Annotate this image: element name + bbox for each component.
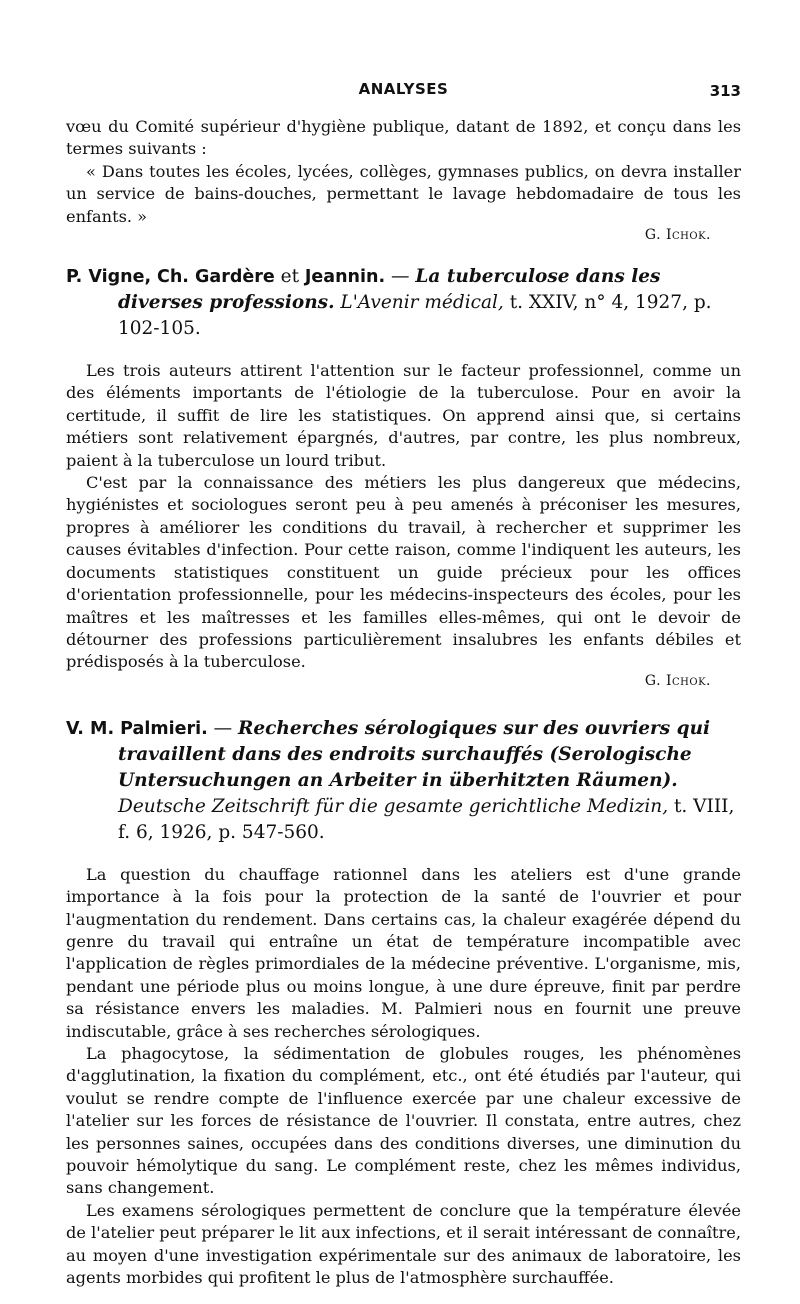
author-connector: et	[280, 266, 300, 288]
author: V. M. Palmieri.	[66, 718, 208, 739]
page-number: 313	[709, 82, 741, 100]
journal-name: Deutsche Zeitschrift für die gesamte gerichtliche Medizin,	[118, 795, 669, 817]
paragraph: Les trois auteurs attirent l'attention sur le facteur professionnel, comme un des éléments importants de l'étiologie de la tuberculose. Pour en avoir la certitude, il suffit de lire les statistiques. On apprend ainsi que, si certains métiers sont relativement épargnés, d'autres, par contre, les plus nombreux, paient à la tuberculose un lourd tribut.	[66, 361, 741, 470]
reviewer-signature: G. Ichok.	[644, 672, 711, 689]
journal-name: L'Avenir médical,	[340, 292, 504, 314]
quoted-paragraph: « Dans toutes les écoles, lycées, collèges, gymnases publics, on devra installer un service de bains-douches, permettant le lavage hebdomadaire de tous les enfants. »	[66, 161, 741, 226]
article-title: Recherches sérologiques sur des ouvriers qui travaillent dans des endroits surchauffés (Serologische Untersuchungen an Arbeiter in überhitzten Räumen).	[118, 717, 711, 791]
paragraph: C'est par la connaissance des métiers les plus dangereux que médecins, hygiénistes et sociologues seront peu à peu amenés à préconiser les mesures, propres à améliorer les conditions du travail, à rechercher et supprimer les causes évitables d'infection. Pour cette raison, comme l'indiquent les auteurs, les documents statistiques constituent un guide précieux pour les offices d'orientation professionnelle, pour les médecins-inspecteurs des écoles, pour les maîtres et les maîtresses et les familles elles-mêmes, qui ont le devoir de détourner des professions particulièrement insalubres les enfants débiles et prédisposés à la tuberculose.	[66, 473, 741, 672]
author: Ch. Gardère	[156, 267, 275, 288]
review-entry	[66, 264, 741, 690]
author: P. Vigne,	[66, 267, 152, 288]
page	[66, 78, 741, 1289]
citation-reference: t. XXIV, n° 4, 1927, p. 102-105.	[118, 292, 712, 340]
intro-fragment	[66, 116, 741, 244]
separator: —	[213, 717, 233, 739]
citation-reference: t. VIII, f. 6, 1926, p. 547-560.	[118, 795, 735, 843]
entry-heading	[66, 264, 741, 342]
running-head-title: ANALYSES	[358, 80, 449, 98]
paragraph: vœu du Comité supérieur d'hygiène publique, datant de 1892, et conçu dans les termes suivants :	[66, 117, 741, 159]
paragraph: La question du chauffage rationnel dans les ateliers est d'une grande importance à la fois pour la protection de la santé de l'ouvrier et pour l'augmentation du rendement. Dans certains cas, la chaleur exagérée dépend du genre du travail qui entraîne un état de température incompatible avec l'application de règles primordiales de la médecine préventive. L'organisme, mis, pendant une période plus ou moins longue, à une dure épreuve, finit par perdre sa résistance envers les maladies. M. Palmieri nous en fournit une preuve indiscutable, grâce à ses recherches sérologiques.	[66, 864, 741, 1041]
entry-heading	[66, 716, 741, 846]
paragraph: Les examens sérologiques permettent de conclure que la température élevée de l'atelier peut préparer le lit aux infections, et il serait intéressant de connaître, au moyen d'une investigation expérimentale sur des animaux de laboratoire, les agents morbides qui profitent le plus de l'atmosphère surchauffée.	[66, 1200, 741, 1288]
separator: —	[391, 266, 410, 288]
running-head	[66, 78, 741, 104]
article-title: La tuberculose dans les diverses professions.	[118, 266, 661, 314]
reviewer-signature: G. Ichok.	[644, 227, 711, 244]
author: Jeannin.	[304, 267, 386, 288]
review-entry	[66, 716, 741, 1290]
paragraph: La phagocytose, la sédimentation de globules rouges, les phénomènes d'agglutination, la fixation du complément, etc., ont été étudiés par l'auteur, qui voulut se rendre compte de l'influence exercée par une chaleur excessive de l'atelier sur les forces de résistance de l'ouvrier. Il constata, entre autres, chez les personnes saines, occupées dans des conditions diverses, une diminution du pouvoir hémolytique du sang. Le complément reste, chez les mêmes individus, sans changement.	[66, 1043, 741, 1198]
